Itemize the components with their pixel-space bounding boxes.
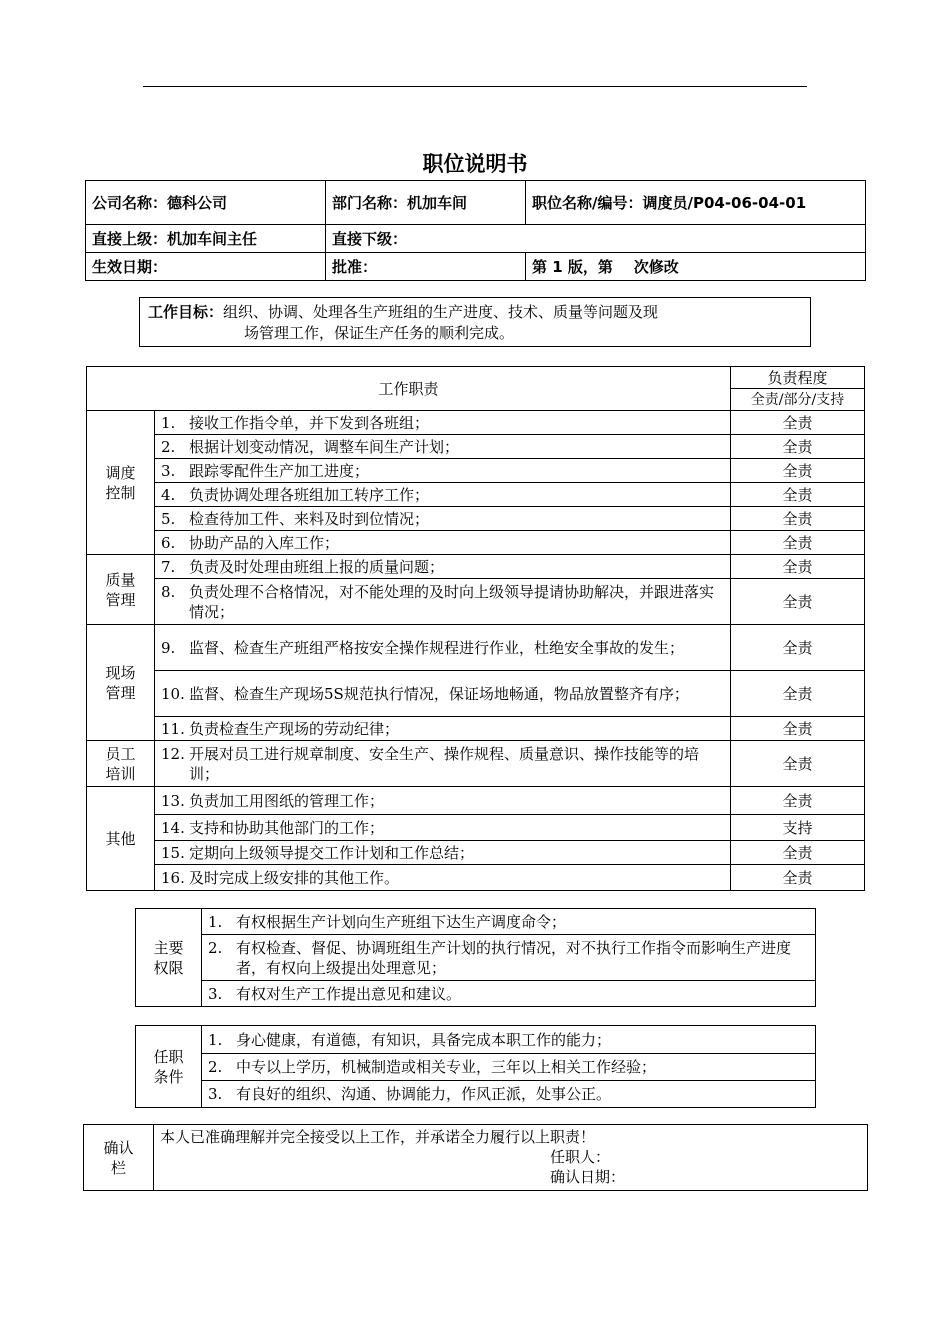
duty-item: 10. 监督、检查生产现场5S规范执行情况，保证场地畅通，物品放置整齐有序； [155, 671, 731, 717]
duties-table [86, 366, 865, 891]
work-goal-line1: 组织、协调、处理各生产班组的生产进度、技术、质量等问题及现 [223, 303, 659, 321]
confirm-statement: 本人已准确理解并完全接受以上工作，并承诺全力履行以上职责！ [160, 1128, 596, 1146]
duty-level: 全责 [731, 717, 865, 741]
duty-item: 15. 定期向上级领导提交工作计划和工作总结； [155, 841, 731, 865]
duty-level: 全责 [731, 459, 865, 483]
company-name: 公司名称：德科公司 [86, 181, 326, 225]
confirm-signer: 任职人： [550, 1148, 611, 1166]
direct-superior: 直接上级：机加车间主任 [86, 225, 326, 253]
authority-item: 3. 有权对生产工作提出意见和建议。 [202, 981, 816, 1007]
duties-header: 工作职责 [87, 367, 731, 411]
approval: 批准： [326, 253, 526, 281]
version: 第 1 版，第 次修改 [526, 253, 866, 281]
qualification-table [135, 1025, 816, 1108]
duty-item: 1. 接收工作指令单，并下发到各班组； [155, 411, 731, 435]
duty-level: 全责 [731, 787, 865, 815]
duty-item: 5. 检查待加工件、来料及时到位情况； [155, 507, 731, 531]
qualification-item: 1. 身心健康，有道德，有知识，具备完成本职工作的能力； [202, 1026, 816, 1054]
work-goal-box [139, 297, 811, 347]
confirm-table [83, 1124, 868, 1191]
confirm-body [154, 1125, 868, 1191]
duty-item: 12. 开展对员工进行规章制度、安全生产、操作规程、质量意识、操作技能等的培训； [155, 741, 731, 787]
duty-item: 3. 跟踪零配件生产加工进度； [155, 459, 731, 483]
duty-level: 全责 [731, 435, 865, 459]
authority-label: 主要 权限 [136, 909, 202, 1007]
responsibility-subheader: 全责/部分/支持 [731, 389, 865, 411]
authority-item: 1. 有权根据生产计划向生产班组下达生产调度命令； [202, 909, 816, 935]
duty-level: 全责 [731, 841, 865, 865]
duty-level: 全责 [731, 507, 865, 531]
duty-level: 支持 [731, 815, 865, 841]
confirm-date: 确认日期： [550, 1168, 626, 1186]
confirm-label: 确认 栏 [84, 1125, 154, 1191]
duty-item: 9. 监督、检查生产班组严格按安全操作规程进行作业，杜绝安全事故的发生； [155, 625, 731, 671]
direct-subordinate: 直接下级： [326, 225, 866, 253]
duty-level: 全责 [731, 625, 865, 671]
duty-item: 13. 负责加工用图纸的管理工作； [155, 787, 731, 815]
duty-item: 11. 负责检查生产现场的劳动纪律； [155, 717, 731, 741]
duty-level: 全责 [731, 531, 865, 555]
duty-group-name: 其他 [87, 787, 155, 891]
qualification-item: 3. 有良好的组织、沟通、协调能力，作风正派，处事公正。 [202, 1081, 816, 1108]
work-goal-line2: 场管理工作，保证生产任务的顺利完成。 [244, 324, 515, 342]
header-table [85, 180, 866, 281]
duty-group-name: 质量 管理 [87, 555, 155, 625]
duty-item: 2. 根据计划变动情况，调整车间生产计划； [155, 435, 731, 459]
authority-table [135, 908, 816, 1007]
duty-level: 全责 [731, 483, 865, 507]
qualification-label: 任职 条件 [136, 1026, 202, 1108]
duty-level: 全责 [731, 555, 865, 579]
duty-level: 全责 [731, 579, 865, 625]
duty-item: 6. 协助产品的入库工作； [155, 531, 731, 555]
authority-item: 2. 有权检查、督促、协调班组生产计划的执行情况，对不执行工作指令而影响生产进度者，有权向上级提出处理意见； [202, 935, 816, 981]
duty-level: 全责 [731, 865, 865, 891]
department-name: 部门名称：机加车间 [326, 181, 526, 225]
duty-item: 14. 支持和协助其他部门的工作； [155, 815, 731, 841]
effective-date: 生效日期： [86, 253, 326, 281]
duty-group-name: 现场 管理 [87, 625, 155, 741]
duty-item: 8. 负责处理不合格情况，对不能处理的及时向上级领导提请协助解决，并跟进落实情况； [155, 579, 731, 625]
top-rule [143, 86, 807, 87]
duty-level: 全责 [731, 411, 865, 435]
duty-group-name: 员工 培训 [87, 741, 155, 787]
duty-level: 全责 [731, 671, 865, 717]
qualification-item: 2. 中专以上学历，机械制造或相关专业，三年以上相关工作经验； [202, 1054, 816, 1081]
work-goal-label: 工作目标： [148, 303, 224, 321]
position-name: 职位名称/编号：调度员/P04-06-04-01 [526, 181, 866, 225]
duty-item: 7. 负责及时处理由班组上报的质量问题； [155, 555, 731, 579]
duty-level: 全责 [731, 741, 865, 787]
duty-group-name: 调度 控制 [87, 411, 155, 555]
duty-item: 16. 及时完成上级安排的其他工作。 [155, 865, 731, 891]
duty-item: 4. 负责协调处理各班组加工转序工作； [155, 483, 731, 507]
responsibility-header: 负责程度 [731, 367, 865, 389]
page-title: 职位说明书 [422, 152, 528, 176]
